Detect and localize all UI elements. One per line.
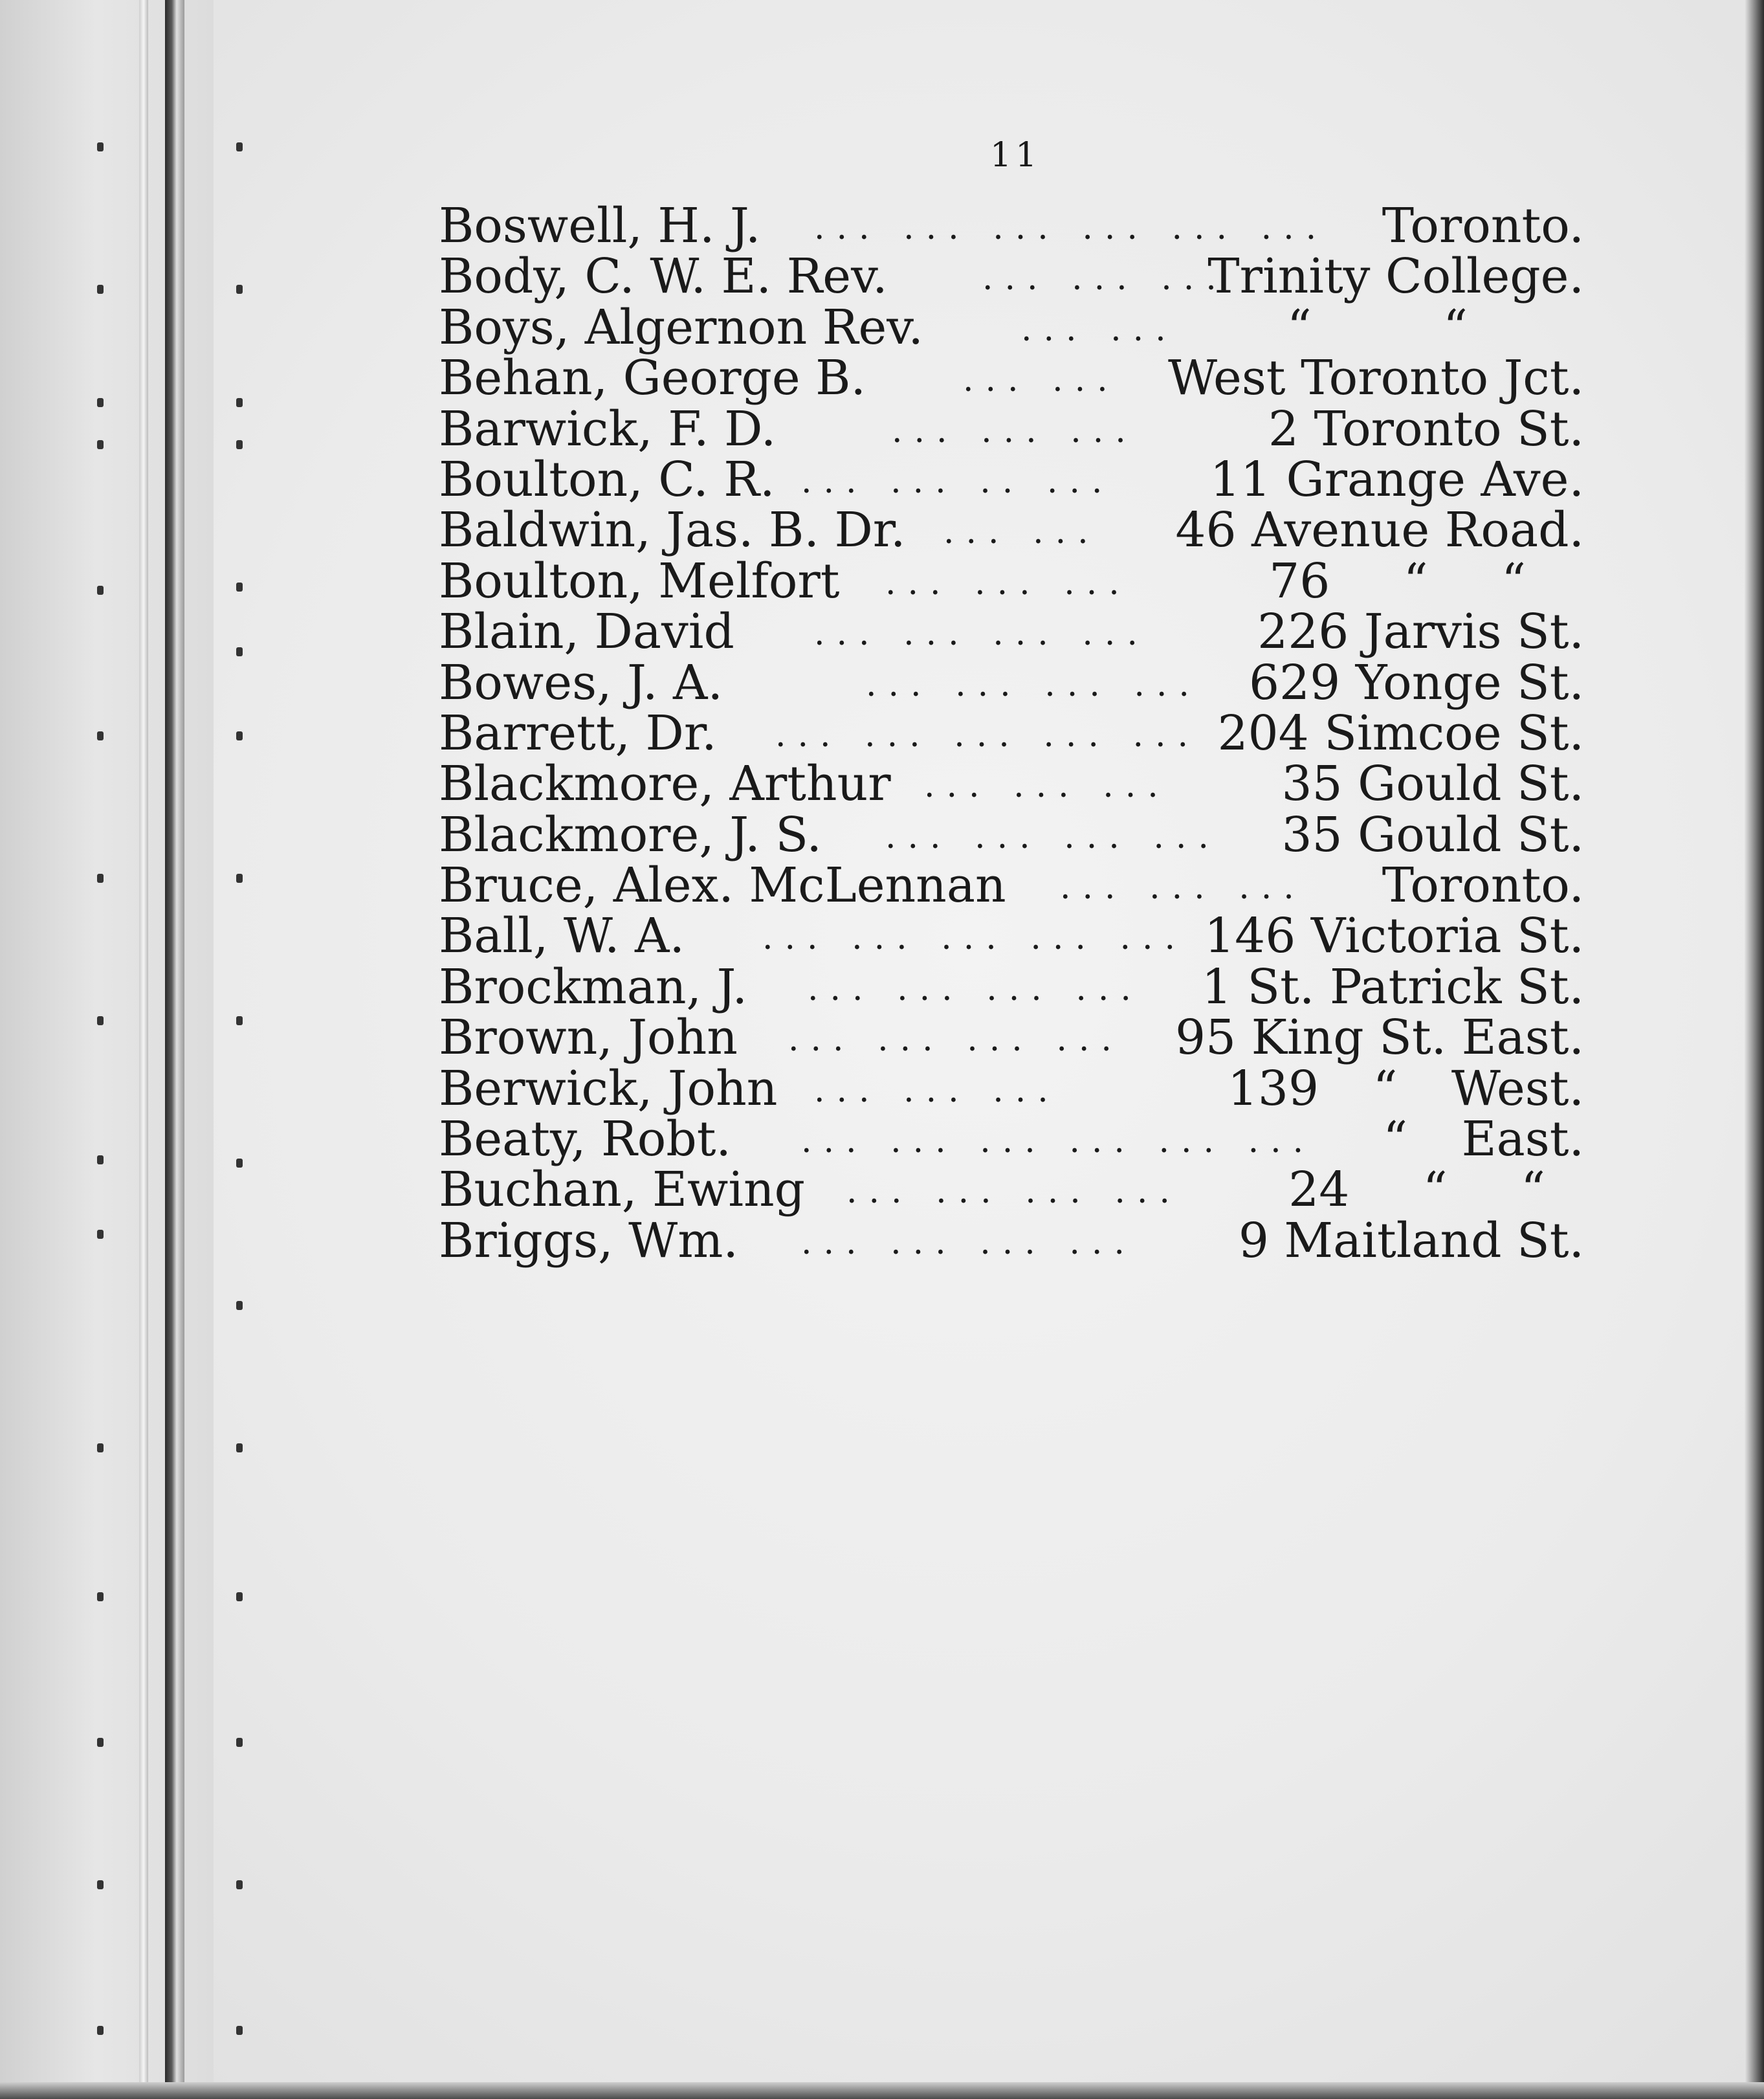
dot-leader: ... ... ... ... bbox=[814, 614, 1149, 654]
dot-leader: ... ... ... ... bbox=[846, 1172, 1182, 1212]
entry-name: Baldwin, Jas. B. Dr. bbox=[439, 502, 906, 559]
entry-name: Blackmore, Arthur bbox=[439, 756, 891, 812]
spine-fold bbox=[165, 0, 184, 2099]
directory-entry bbox=[439, 858, 1584, 914]
dot-leader: ... ... ... bbox=[924, 766, 1170, 806]
dot-leader: ... ... ... bbox=[885, 563, 1131, 603]
entry-address: “ East. bbox=[1383, 1111, 1584, 1168]
entry-name: Barwick, F. D. bbox=[439, 401, 777, 457]
entry-name: Buchan, Ewing bbox=[439, 1162, 806, 1218]
stitch-holes-left bbox=[97, 0, 110, 2099]
entry-name: Blain, David bbox=[439, 604, 734, 660]
directory-list bbox=[439, 198, 1584, 1269]
entry-address: 11 Grange Ave. bbox=[1209, 451, 1584, 507]
page-number: 11 bbox=[990, 136, 1041, 175]
page-edge-bottom bbox=[0, 2082, 1764, 2099]
entry-name: Berwick, John bbox=[439, 1060, 778, 1116]
entry-address: 46 Avenue Road. bbox=[1175, 502, 1584, 559]
directory-entry bbox=[439, 959, 1584, 1015]
entry-address: 35 Gould St. bbox=[1281, 756, 1584, 812]
entry-address: 146 Victoria St. bbox=[1204, 908, 1584, 964]
entry-address: 35 Gould St. bbox=[1281, 806, 1584, 863]
dot-leader: ... ... ... bbox=[982, 259, 1228, 298]
dot-leader: ... ... .. ... bbox=[801, 461, 1114, 501]
binding-crease bbox=[139, 0, 148, 2099]
entry-name: Bowes, J. A. bbox=[439, 654, 723, 711]
dot-leader: ... ... ... bbox=[1060, 868, 1306, 907]
dot-leader: ... ... ... ... bbox=[801, 1223, 1136, 1262]
directory-entry bbox=[439, 198, 1584, 254]
dot-leader: ... ... bbox=[1021, 309, 1178, 349]
dot-leader: ... ... ... bbox=[892, 411, 1138, 450]
entry-address: 1 St. Patrick St. bbox=[1201, 959, 1584, 1015]
dot-leader: ... ... bbox=[963, 361, 1119, 400]
page-edge-right bbox=[1745, 0, 1764, 2099]
stitch-holes-right bbox=[236, 0, 249, 2099]
entry-name: Blackmore, J. S. bbox=[439, 806, 822, 863]
directory-entry bbox=[439, 806, 1584, 863]
dot-leader: ... ... ... ... bbox=[788, 1020, 1123, 1060]
entry-address: Toronto. bbox=[1382, 198, 1584, 254]
directory-entry bbox=[439, 654, 1584, 711]
entry-name: Beaty, Robt. bbox=[439, 1111, 731, 1168]
directory-entry bbox=[439, 451, 1584, 507]
entry-name: Bruce, Alex. McLennan bbox=[439, 858, 1006, 914]
entry-address: 9 Maitland St. bbox=[1238, 1212, 1584, 1269]
directory-entry bbox=[439, 756, 1584, 812]
dot-leader: ... ... ... ... bbox=[866, 665, 1201, 704]
entry-name: Barrett, Dr. bbox=[439, 705, 717, 761]
entry-name: Boulton, Melfort bbox=[439, 553, 840, 609]
dot-leader: ... ... ... ... ... ... bbox=[801, 1122, 1316, 1161]
dot-leader: ... ... ... bbox=[814, 1071, 1060, 1110]
entry-address: West Toronto Jct. bbox=[1168, 350, 1584, 406]
directory-entry bbox=[439, 604, 1584, 660]
entry-name: Briggs, Wm. bbox=[439, 1212, 738, 1269]
entry-name: Boys, Algernon Rev. bbox=[439, 299, 923, 355]
entry-name: Body, C. W. E. Rev. bbox=[439, 249, 888, 305]
directory-entry bbox=[439, 1212, 1584, 1269]
entry-name: Boulton, C. R. bbox=[439, 451, 775, 507]
directory-entry bbox=[439, 1010, 1584, 1066]
entry-address: 629 Yonge St. bbox=[1248, 654, 1584, 711]
directory-entry bbox=[439, 350, 1584, 406]
entry-name: Brockman, J. bbox=[439, 959, 748, 1015]
dot-leader: ... ... ... ... ... ... bbox=[814, 208, 1329, 247]
entry-address: 2 Toronto St. bbox=[1268, 401, 1584, 457]
entry-name: Behan, George B. bbox=[439, 350, 866, 406]
entry-address: “ “ bbox=[1286, 299, 1526, 355]
dot-leader: ... ... ... ... bbox=[885, 817, 1220, 856]
entry-name: Boswell, H. J. bbox=[439, 198, 761, 254]
entry-address: Trinity College. bbox=[1207, 249, 1584, 305]
directory-entry bbox=[439, 249, 1584, 305]
entry-address: 226 Jarvis St. bbox=[1257, 604, 1584, 660]
directory-entry bbox=[439, 1060, 1584, 1116]
entry-address: 139 “ West. bbox=[1227, 1060, 1584, 1116]
dot-leader: ... ... bbox=[943, 513, 1100, 552]
directory-entry bbox=[439, 299, 1584, 355]
entry-address: 204 Simcoe St. bbox=[1217, 705, 1584, 761]
directory-entry bbox=[439, 705, 1584, 761]
entry-name: Brown, John bbox=[439, 1010, 738, 1066]
directory-entry bbox=[439, 1111, 1584, 1168]
entry-address: Toronto. bbox=[1382, 858, 1584, 914]
entry-address: 95 King St. East. bbox=[1174, 1010, 1584, 1066]
directory-entry bbox=[439, 553, 1584, 609]
directory-entry bbox=[439, 908, 1584, 964]
directory-entry bbox=[439, 401, 1584, 457]
entry-name: Ball, W. A. bbox=[439, 908, 685, 964]
dot-leader: ... ... ... ... bbox=[808, 969, 1143, 1008]
directory-entry bbox=[439, 502, 1584, 559]
directory-entry bbox=[439, 1162, 1584, 1218]
dot-leader: ... ... ... ... ... bbox=[762, 918, 1187, 958]
dot-leader: ... ... ... ... ... bbox=[775, 715, 1200, 755]
entry-address: 76 “ “ bbox=[1269, 553, 1526, 609]
entry-address: 24 “ “ bbox=[1288, 1162, 1545, 1218]
